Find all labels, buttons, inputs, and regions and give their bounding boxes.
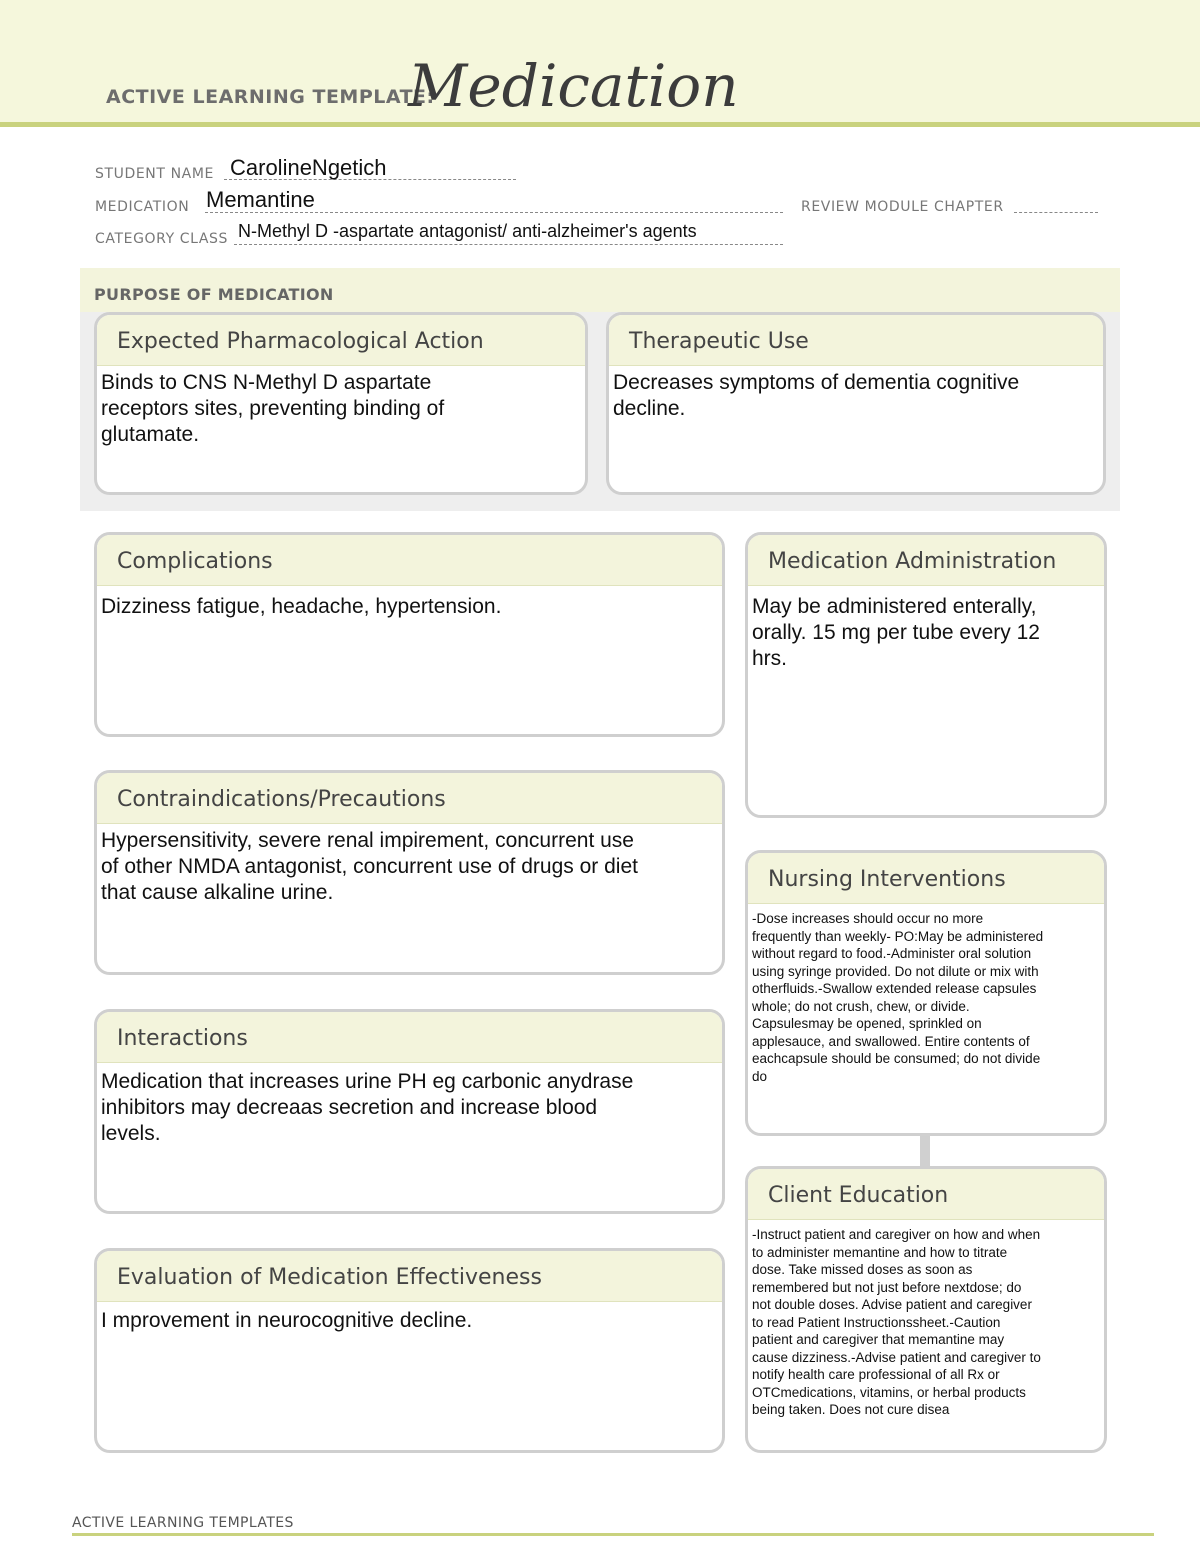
- footer-rule: [72, 1533, 1154, 1536]
- box-header: [748, 1169, 1104, 1220]
- box-header: [97, 535, 722, 586]
- expected-action-text[interactable]: [97, 366, 585, 448]
- interactions-box: [94, 1009, 725, 1214]
- text-line: remembered but not just before nextdose; do: [752, 1279, 1022, 1295]
- text-line: that cause alkaline urine.: [101, 881, 334, 904]
- contraindications-text[interactable]: [97, 824, 722, 906]
- expected-action-title: Expected Pharmacological Action: [117, 329, 484, 354]
- text-line: being taken. Does not cure disea: [752, 1402, 950, 1417]
- box-header: [97, 1012, 722, 1063]
- text-line: notify health care professional of all Rx or: [752, 1367, 1000, 1382]
- interactions-title: Interactions: [117, 1026, 248, 1051]
- text-line: OTCmedications, vitamins, or herbal products: [752, 1384, 1026, 1400]
- text-line: using syringe provided. Do not dilute or mix with: [752, 963, 1039, 979]
- text-line: Binds to CNS N-Methyl D aspartate: [101, 371, 432, 394]
- contraindications-title: Contraindications/Precautions: [117, 787, 446, 812]
- nursing-interventions-box: [745, 850, 1107, 1136]
- text-line: to read Patient Instructionssheet.-Caution: [752, 1314, 1001, 1330]
- text-line: cause dizziness.-Advise patient and caregiver to: [752, 1349, 1041, 1365]
- interactions-text[interactable]: [97, 1063, 722, 1147]
- medication-administration-title: Medication Administration: [768, 549, 1057, 574]
- box-header: [748, 535, 1104, 586]
- text-line: patient and caregiver that memantine may: [752, 1332, 1005, 1347]
- expected-action-box: [94, 312, 588, 495]
- client-education-title: Client Education: [768, 1183, 949, 1208]
- therapeutic-use-box: [606, 312, 1106, 495]
- text-line: applesauce, and swallowed. Entire contents of: [752, 1033, 1030, 1049]
- evaluation-box: [94, 1248, 725, 1453]
- complications-box: [94, 532, 725, 737]
- text-line: do: [752, 1068, 768, 1084]
- box-header: [609, 315, 1103, 366]
- student-name-field[interactable]: CarolineNgetich: [230, 155, 387, 180]
- complications-text[interactable]: [97, 586, 722, 620]
- text-line: receptors sites, preventing binding of: [101, 397, 445, 420]
- therapeutic-use-text[interactable]: [609, 366, 1103, 422]
- medication-administration-text[interactable]: [748, 586, 1104, 672]
- student-name-label: STUDENT NAME: [95, 166, 214, 182]
- box-header: [97, 1251, 722, 1302]
- therapeutic-use-title: Therapeutic Use: [629, 329, 809, 354]
- medication-field[interactable]: Memantine: [206, 187, 315, 212]
- box-header: [97, 315, 585, 366]
- client-education-text[interactable]: [748, 1220, 1104, 1419]
- template-title: Medication: [408, 52, 739, 120]
- text-line: orally. 15 mg per tube every 12: [752, 621, 1040, 644]
- category-class-label: CATEGORY CLASS: [95, 231, 229, 247]
- box-connector: [920, 1134, 930, 1166]
- footer-text: ACTIVE LEARNING TEMPLATES: [72, 1515, 294, 1531]
- text-line: May be administered enterally,: [752, 595, 1037, 618]
- client-education-box: [745, 1166, 1107, 1453]
- medication-label: MEDICATION: [95, 199, 190, 215]
- evaluation-text[interactable]: [97, 1302, 722, 1334]
- text-line: of other NMDA antagonist, concurrent use of drugs or diet: [101, 855, 638, 878]
- medication-administration-box: [745, 532, 1107, 818]
- text-line: Decreases symptoms of dementia cognitive: [613, 371, 1020, 394]
- text-line: not double doses. Advise patient and caregiver: [752, 1297, 1032, 1312]
- text-line: glutamate.: [101, 423, 200, 446]
- text-line: otherfluids.-Swallow extended release capsules: [752, 981, 1037, 996]
- complications-title: Complications: [117, 549, 273, 574]
- text-line: levels.: [101, 1122, 161, 1145]
- box-header: [748, 853, 1104, 904]
- category-class-field[interactable]: N-Methyl D -aspartate antagonist/ anti-alzheimer's agents: [238, 221, 697, 241]
- purpose-title: PURPOSE OF MEDICATION: [94, 285, 334, 304]
- text-line: Capsulesmay be opened, sprinkled on: [752, 1016, 982, 1031]
- text-line: Dizziness fatigue, headache, hypertension.: [101, 595, 502, 618]
- text-line: inhibitors may decreaas secretion and increase blood: [101, 1096, 598, 1119]
- text-line: whole; do not crush, chew, or divide.: [752, 998, 970, 1014]
- contraindications-box: [94, 770, 725, 975]
- review-module-label: REVIEW MODULE CHAPTER: [801, 199, 1004, 215]
- review-module-line: [1014, 212, 1098, 213]
- text-line: Hypersensitivity, severe renal impirement, concurrent use: [101, 829, 634, 852]
- text-line: to administer memantine and how to titrate: [752, 1244, 1008, 1260]
- text-line: hrs.: [752, 647, 788, 670]
- box-header: [97, 773, 722, 824]
- template-label: ACTIVE LEARNING TEMPLATE:: [106, 86, 435, 108]
- text-line: without regard to food.-Administer oral solution: [752, 946, 1032, 961]
- text-line: -Dose increases should occur no more: [752, 911, 984, 926]
- nursing-interventions-title: Nursing Interventions: [768, 867, 1006, 892]
- evaluation-title: Evaluation of Medication Effectiveness: [117, 1265, 542, 1290]
- text-line: decline.: [613, 397, 686, 420]
- text-line: Medication that increases urine PH eg carbonic anydrase: [101, 1070, 634, 1093]
- header-rule: [0, 122, 1200, 127]
- text-line: I mprovement in neurocognitive decline.: [101, 1309, 473, 1332]
- nursing-interventions-text[interactable]: [748, 904, 1104, 1085]
- text-line: eachcapsule should be consumed; do not divide: [752, 1051, 1041, 1066]
- text-line: dose. Take missed doses as soon as: [752, 1262, 973, 1277]
- category-class-line: [234, 244, 783, 245]
- text-line: frequently than weekly- PO:May be administered: [752, 928, 1044, 944]
- text-line: -Instruct patient and caregiver on how and when: [752, 1227, 1041, 1242]
